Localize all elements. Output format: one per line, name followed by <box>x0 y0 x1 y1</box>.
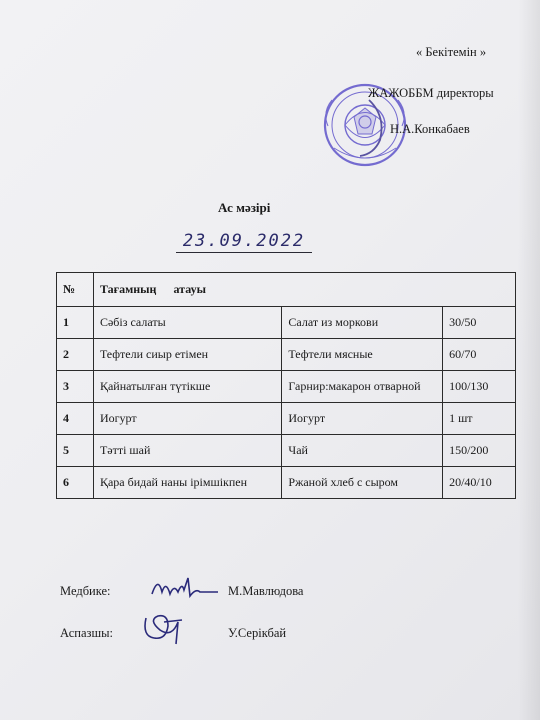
row-number: 5 <box>57 435 94 467</box>
dish-name-kz: Тәтті шай <box>93 435 281 467</box>
row-number: 4 <box>57 403 94 435</box>
row-number: 6 <box>57 467 94 499</box>
portion: 20/40/10 <box>443 467 516 499</box>
dish-name-kz: Қара бидай наны ірімшікпен <box>93 467 281 499</box>
dish-name-ru: Гарнир:макарон отварной <box>282 371 443 403</box>
cook-signature <box>138 608 188 650</box>
row-number: 3 <box>57 371 94 403</box>
nurse-name: М.Мавлюдова <box>228 584 304 598</box>
cook-name: У.Серікбай <box>228 626 287 640</box>
dish-name-ru: Чай <box>282 435 443 467</box>
dish-name-kz: Иогурт <box>93 403 281 435</box>
table-row <box>57 371 516 403</box>
column-header-dish-name: Тағамның атауы <box>93 273 515 307</box>
menu-date: 23.09.2022 <box>182 231 306 251</box>
portion: 150/200 <box>443 435 516 467</box>
portion: 100/130 <box>443 371 516 403</box>
nurse-signature <box>148 570 222 604</box>
portion: 30/50 <box>443 307 516 339</box>
approval-position: ЖАЖОББМ директоры <box>368 86 494 100</box>
dish-name-ru: Иогурт <box>282 403 443 435</box>
dish-name-ru: Тефтели мясные <box>282 339 443 371</box>
portion: 60/70 <box>443 339 516 371</box>
approval-name: Н.А.Конкабаев <box>390 122 470 136</box>
date-line <box>176 232 312 253</box>
row-number: 2 <box>57 339 94 371</box>
table-row <box>57 403 516 435</box>
dish-name-kz: Сәбіз салаты <box>93 307 281 339</box>
page-shadow <box>518 0 540 720</box>
nurse-label: Медбике: <box>60 584 111 598</box>
row-number: 1 <box>57 307 94 339</box>
table-row <box>57 307 516 339</box>
table-row <box>57 435 516 467</box>
dish-name-kz: Тефтели сиыр етімен <box>93 339 281 371</box>
dish-name-kz: Қайнатылған түтікше <box>93 371 281 403</box>
approval-title: « Бекітемін » <box>416 45 487 59</box>
column-header-number: № <box>57 273 94 307</box>
menu-title: Ас мәзірі <box>218 200 271 215</box>
cook-label: Аспазшы: <box>60 626 113 640</box>
table-header-row <box>57 273 516 307</box>
table-row <box>57 467 516 499</box>
dish-name-ru: Ржаной хлеб с сыром <box>282 467 443 499</box>
portion: 1 шт <box>443 403 516 435</box>
menu-table <box>56 272 516 499</box>
dish-name-ru: Салат из моркови <box>282 307 443 339</box>
table-row <box>57 339 516 371</box>
